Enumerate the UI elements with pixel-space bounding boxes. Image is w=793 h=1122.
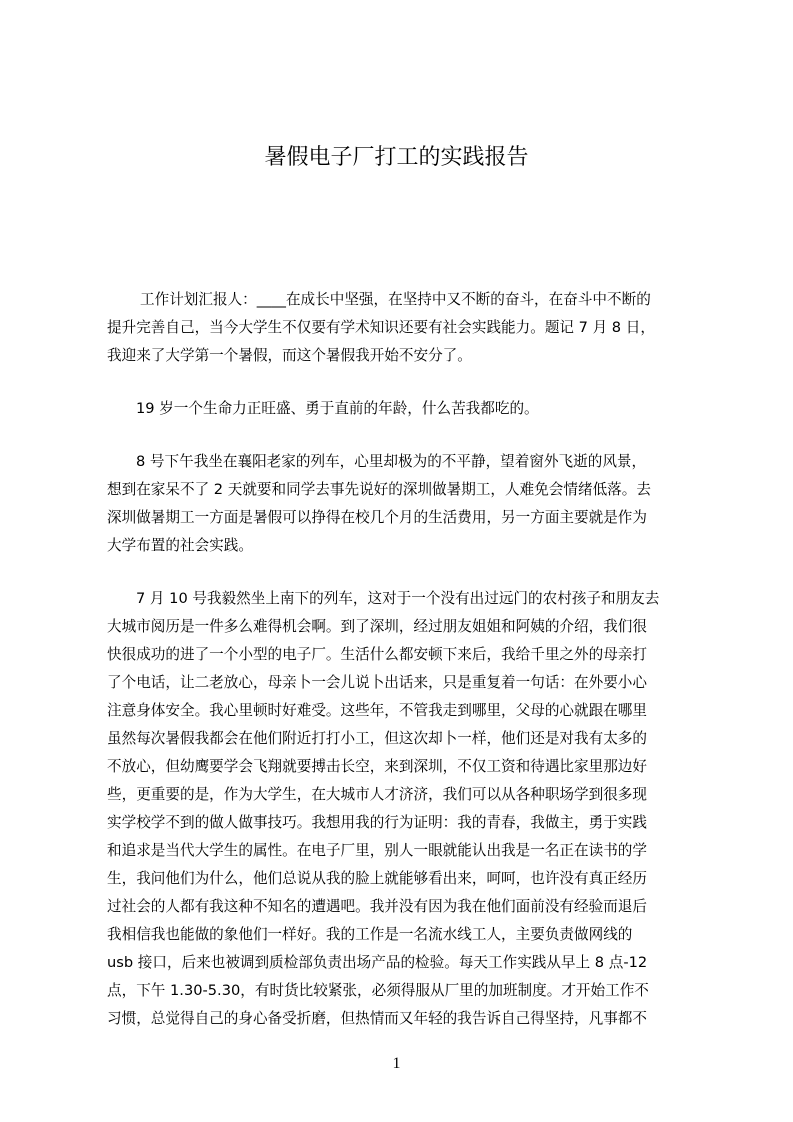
paragraph-line: 快很成功的进了一个小型的电子厂。生活什么都安顿下来后，我给千里之外的母亲打 [107,646,647,663]
paragraph-line: 19 岁一个生命力正旺盛、勇于直前的年龄，什么苦我都吃的。 [136,400,539,417]
paragraph-line: 习惯，总觉得自己的身心备受折磨，但热情而又年轻的我告诉自己得坚持，凡事都不 [107,1010,647,1027]
paragraph-line: 点，下午 1.30-5.30，有时货比较紧张，必须得服从厂里的加班制度。才开始工作不 [107,982,649,999]
paragraph-line: 提升完善自己，当今大学生不仅要有学术知识还要有社会实践能力。题记 7 月 8 日， [107,319,655,336]
paragraph-line: 7 月 10 号我毅然坐上南下的列车，这对于一个没有出过远门的农村孩子和朋友去 [136,590,660,607]
paragraph-line: 些，更重要的是，作为大学生，在大城市人才济济，我们可以从各种职场学到很多现 [107,786,647,803]
paragraph-line: 注意身体安全。我心里顿时好难受。这些年，不管我走到哪里，父母的心就跟在哪里 [107,702,647,719]
paragraph-line: 过社会的人都有我这种不知名的遭遇吧。我并没有因为我在他们面前没有经验而退后 [107,898,647,915]
document-title: 暑假电子厂打工的实践报告 [264,145,529,170]
page-number: 1 [392,1055,401,1072]
paragraph-line: 工作计划汇报人：____在成长中坚强，在坚持中又不断的奋斗，在奋斗中不断的 [140,291,651,308]
paragraph-line: 和追求是当代大学生的属性。在电子厂里，别人一眼就能认出我是一名正在读书的学 [107,842,647,859]
paragraph-line: 想到在家呆不了 2 天就要和同学去事先说好的深圳做暑期工，人难免会情绪低落。去 [107,481,651,498]
paragraph-line: 大城市阅历是一件多么难得机会啊。到了深圳，经过朋友姐姐和阿姨的介绍，我们很 [107,618,647,635]
paragraph-line: 虽然每次暑假我都会在他们附近打打小工，但这次却卜一样，他们还是对我有太多的 [107,730,647,747]
paragraph-line: 了个电话，让二老放心，母亲卜一会儿说卜出话来，只是重复着一句话：在外要小心 [107,674,647,691]
paragraph-line: 我相信我也能做的象他们一样好。我的工作是一名流水线工人，主要负责做网线的 [107,926,633,943]
paragraph-line: 我迎来了大学第一个暑假，而这个暑假我开始不安分了。 [107,347,472,364]
paragraph-line: 不放心，但幼鹰要学会飞翔就要搏击长空，来到深圳，不仅工资和待遇比家里那边好 [107,758,647,775]
paragraph-line: 实学校学不到的做人做事技巧。我想用我的行为证明：我的青春，我做主，勇于实践 [107,814,647,831]
paragraph-line: 深圳做暑期工一方面是暑假可以挣得在校几个月的生活费用，另一方面主要就是作为 [107,509,647,526]
paragraph-line: 大学布置的社会实践。 [107,537,253,554]
paragraph-line: usb 接口，后来也被调到质检部负责出场产品的检验。每天工作实践从早上 8 点-12 [107,954,648,971]
paragraph-line: 生，我问他们为什么，他们总说从我的脸上就能够看出来，呵呵，也许没有真正经历 [107,870,647,887]
paragraph-line: 8 号下午我坐在襄阳老家的列车，心里却极为的不平静，望着窗外飞逝的风景， [136,453,647,470]
